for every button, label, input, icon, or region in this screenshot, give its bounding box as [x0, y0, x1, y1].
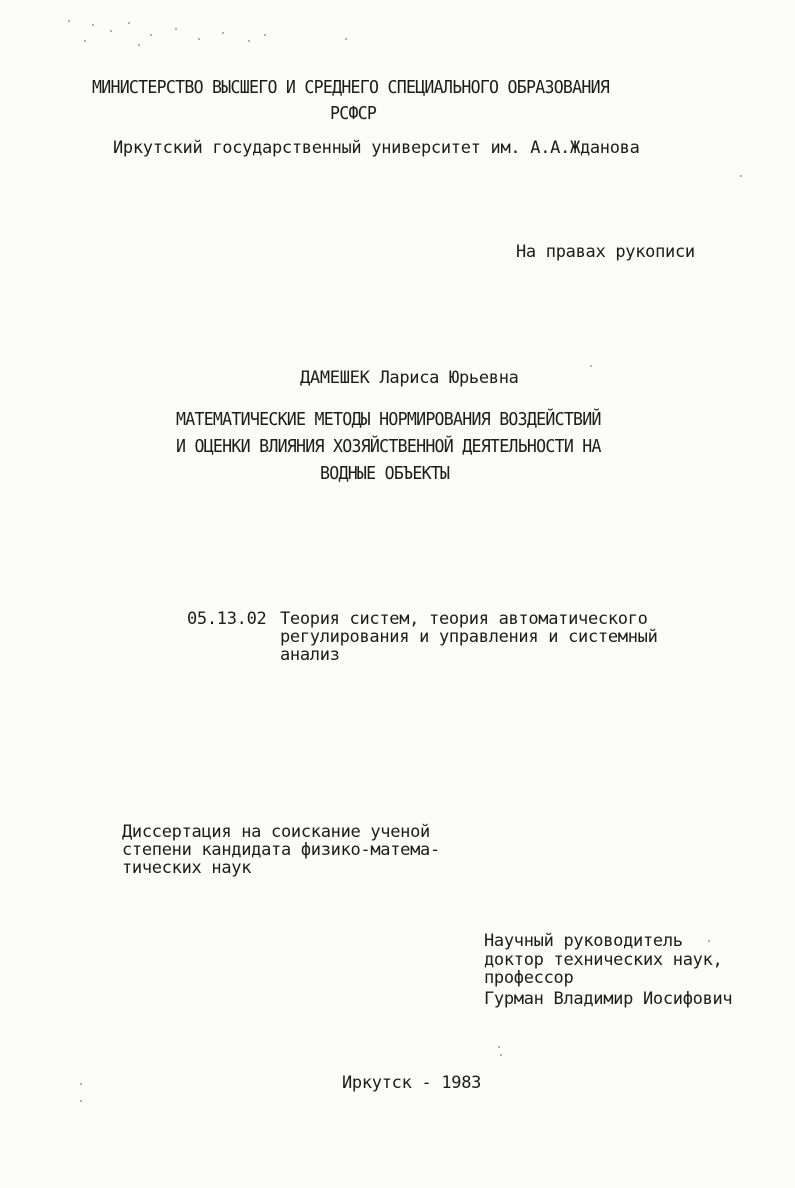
scan-speck	[345, 38, 347, 40]
title-line-3: ВОДНЫЕ ОБЪЕКТЫ	[320, 463, 450, 484]
scan-speck	[84, 40, 86, 42]
scan-speck	[128, 22, 130, 24]
ministry-line: МИНИСТЕРСТВО ВЫСШЕГО И СРЕДНЕГО СПЕЦИАЛЬНОГО ОБРАЗОВАНИЯ	[92, 77, 610, 98]
supervisor-line-1: Научный руководитель	[484, 931, 683, 951]
specialty-code: 05.13.02	[187, 609, 267, 629]
dissertation-line-3: тических наук	[122, 858, 252, 878]
scan-speck	[198, 38, 200, 40]
scan-speck	[80, 1100, 82, 1102]
scan-speck	[68, 20, 70, 22]
manuscript-note: На правах рукописи	[516, 242, 695, 262]
scan-speck	[590, 365, 592, 367]
scan-speck	[138, 44, 140, 46]
country-line: РСФСР	[330, 103, 377, 124]
scan-speck	[150, 34, 152, 36]
scan-speck	[498, 1046, 500, 1048]
specialty-line-1: Теория систем, теория автоматического	[280, 609, 648, 629]
dissertation-line-1: Диссертация на соискание ученой	[122, 822, 430, 842]
supervisor-name: Гурман Владимир Иосифович	[484, 989, 733, 1009]
scan-speck	[248, 40, 250, 42]
scan-speck	[264, 34, 266, 36]
scan-speck	[92, 24, 94, 26]
city-year: Иркутск - 1983	[342, 1073, 482, 1093]
university-line: Иркутский государственный университет им. А.А.Жданова	[113, 138, 640, 158]
title-line-1: МАТЕМАТИЧЕСКИЕ МЕТОДЫ НОРМИРОВАНИЯ ВОЗДЕЙСТВИЙ	[176, 409, 601, 430]
scan-speck	[740, 175, 742, 177]
dissertation-line-2: степени кандидата физико-матема-	[122, 840, 440, 860]
supervisor-line-3: профессор	[484, 968, 574, 988]
specialty-line-2: регулирования и управления и системный	[280, 627, 658, 647]
author-name: ДАМЕШЕК Лариса Юрьевна	[300, 368, 519, 388]
specialty-line-3: анализ	[280, 645, 340, 665]
scan-speck	[500, 1054, 502, 1056]
scan-speck	[708, 940, 710, 942]
title-line-2: И ОЦЕНКИ ВЛИЯНИЯ ХОЗЯЙСТВЕННОЙ ДЕЯТЕЛЬНОСТИ НА	[176, 436, 601, 457]
scan-speck	[80, 1083, 82, 1085]
scan-speck	[110, 30, 112, 32]
scan-speck	[175, 28, 177, 30]
supervisor-line-2: доктор технических наук,	[484, 950, 723, 970]
scan-speck	[222, 32, 224, 34]
